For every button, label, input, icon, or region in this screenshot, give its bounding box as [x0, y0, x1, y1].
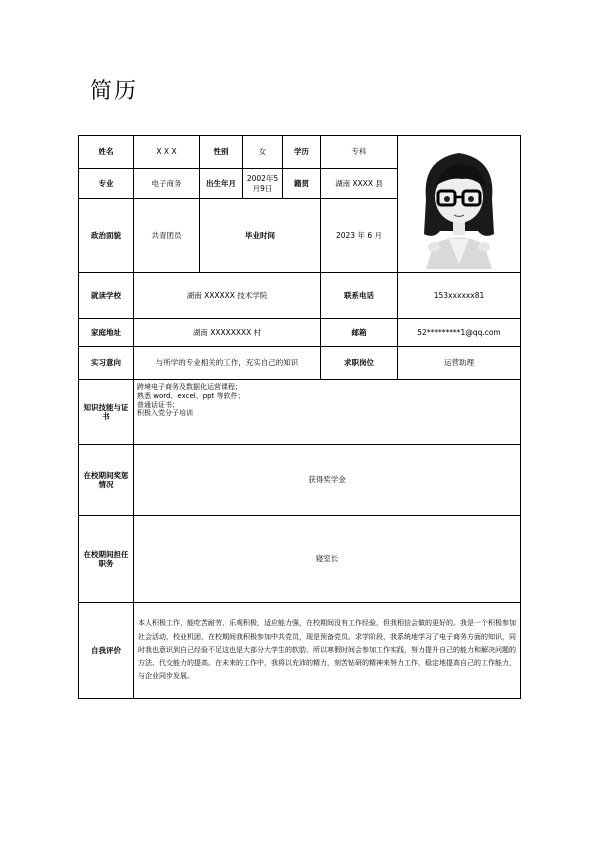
gender-value: 女 [243, 136, 283, 169]
skills-item: 熟悉 word、excel、ppt 等软件； [137, 391, 245, 400]
awards-value: 获得奖学金 [134, 445, 521, 516]
education-value: 专科 [321, 136, 398, 169]
roles-label: 在校期间担任职务 [79, 516, 134, 603]
phone-value: 153xxxxxx81 [398, 273, 521, 319]
skills-label: 知识技能与证书 [79, 380, 134, 445]
email-value: 52*********1@qq.com [398, 319, 521, 347]
education-label: 学历 [283, 136, 321, 169]
hometown-value: 湖南 XXXX 县 [321, 169, 398, 199]
address-value: 湖南 XXXXXXXX 村 [134, 319, 321, 347]
cartoon-girl-with-glasses-avatar [404, 139, 514, 269]
photo-cell [398, 136, 521, 273]
position-label: 求职岗位 [321, 347, 398, 380]
graduation-value: 2023 年 6 月 [321, 199, 398, 273]
skills-list [134, 380, 521, 445]
name-value: X X X [134, 136, 200, 169]
position-value: 运营助理 [398, 347, 521, 380]
skills-item: 积极入党分子培训 [137, 409, 193, 418]
major-label: 专业 [79, 169, 134, 199]
hometown-label: 籍贯 [283, 169, 321, 199]
birth-label: 出生年月 [200, 169, 243, 199]
awards-label: 在校期间奖惩情况 [79, 445, 134, 516]
email-label: 邮箱 [321, 319, 398, 347]
evaluation-label: 自我评价 [79, 603, 134, 699]
intent-value: 与所学的专业相关的工作，充实自己的知识 [134, 347, 321, 380]
skills-item: 普通话证书； [137, 400, 179, 409]
phone-label: 联系电话 [321, 273, 398, 319]
page-title: 简历 [90, 79, 139, 104]
graduation-label: 毕业时间 [200, 199, 321, 273]
resume-table [78, 135, 521, 699]
political-label: 政治面貌 [79, 199, 134, 273]
skills-item: 跨境电子商务及数据化运营课程； [137, 383, 242, 391]
address-label: 家庭地址 [79, 319, 134, 347]
evaluation-text: 本人积极工作，能吃苦耐劳，乐观积极，适应能力强，在校期间没有工作经验，但我相信会做的更好的。我是一个积极参加社会活动，校业机团，在校期间我积极参加中共党员，现是预备党员。求学阶段，我系统地学习了电子商务方面的知识，同时我也意识到自己经验不足这也是大部分大学生的软肋，所以寒假时间会参加工作实践，努力提升自己的能力和解决问题的方法、代交能力的提高。在未来的工作中，我将以充沛的精力，刻苦钻研的精神来努力工作，稳定地提高自己的工作能力，与企业同步发展。 [134, 603, 521, 699]
name-label: 姓名 [79, 136, 134, 169]
gender-label: 性别 [200, 136, 243, 169]
roles-value: 寝室长 [134, 516, 521, 603]
intent-label: 实习意向 [79, 347, 134, 380]
birth-value: 2002年5月9日 [243, 169, 283, 199]
school-label: 就读学校 [79, 273, 134, 319]
major-value: 电子商务 [134, 169, 200, 199]
political-value: 共青团员 [134, 199, 200, 273]
school-value: 湖南 XXXXXX 技术学院 [134, 273, 321, 319]
